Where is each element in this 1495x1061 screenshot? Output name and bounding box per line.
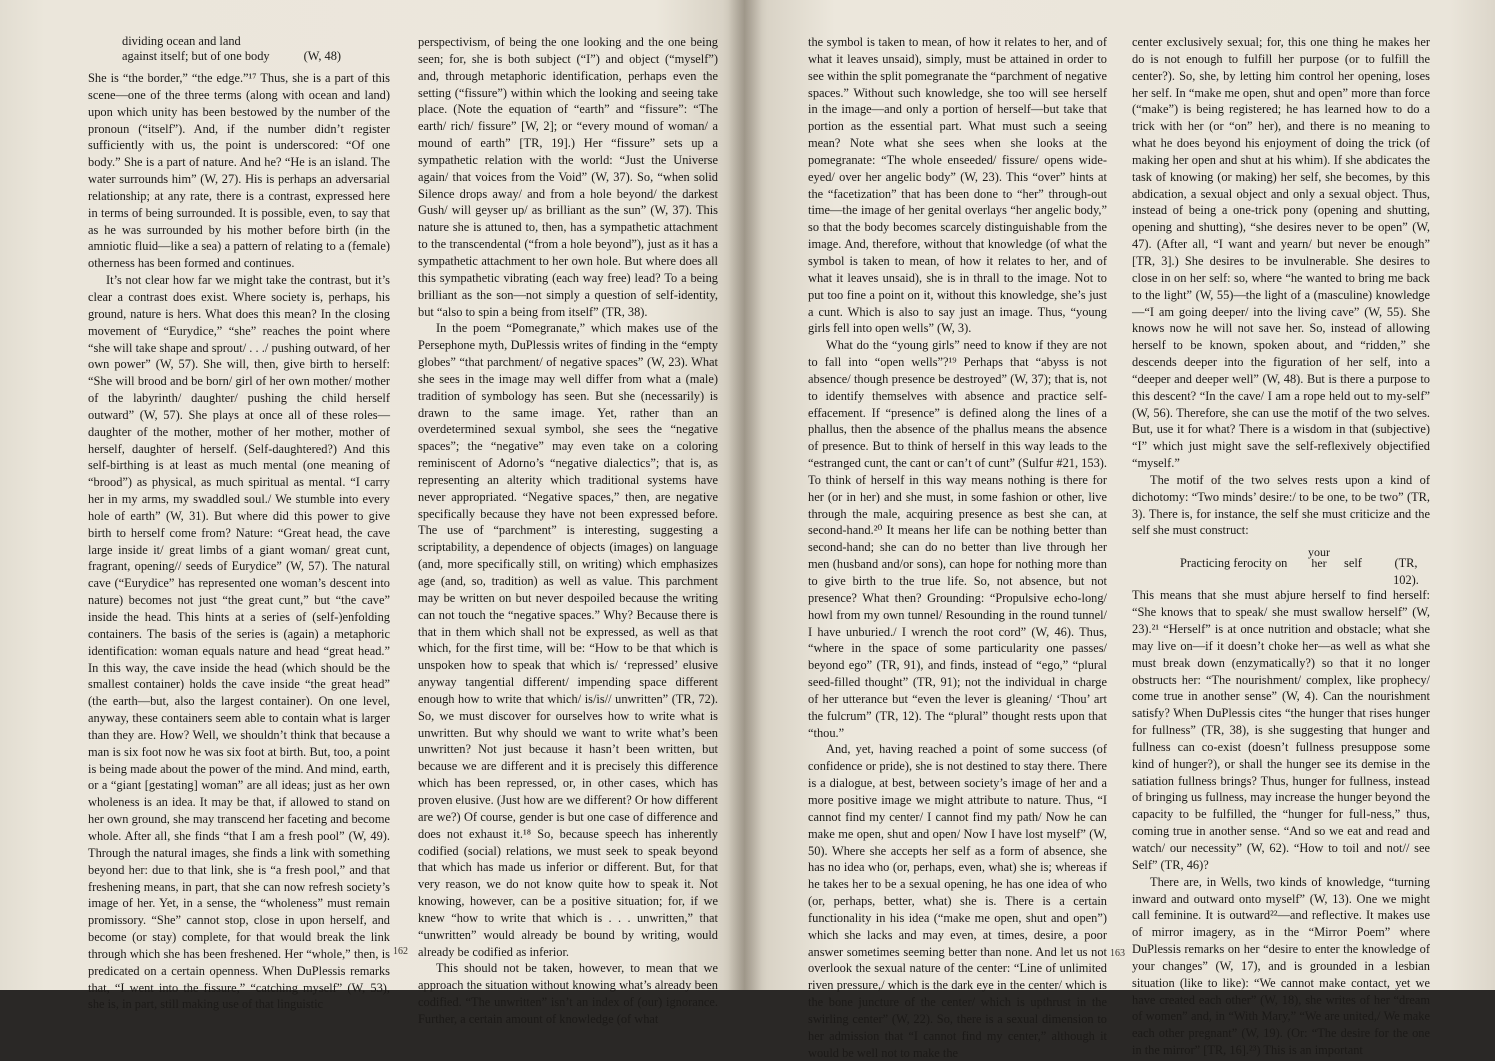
formula-reference: (TR, 102). xyxy=(1393,556,1419,588)
paragraph: This should not be taken, however, to mean that we approach the situation without knowing what’s already been codified. “The unwritten” isn’t an index of (our) ignorance. Further, a certain amount of knowledge (of what xyxy=(418,961,718,1026)
paragraph: the symbol is taken to mean, of how it relates to her, and of what it leaves unsaid), simply, must be attained in order to see within the split pomegranate the “parchment of negative spaces.” Without such knowledge, she too will see herself in the image—and only a portion of herself—but take that portion as the essential part. What must such a seeing mean? Note what she sees when she looks at the pomegranate: “The whole enseeded/ fissure/ opens wide-eyed/ over her angelic body” (W, 23). This “over” hints at the “facetization” that has been done to “her” through-out time—the image of her genital overlays “her angelic body,” so that the body becomes scarcely distinguishable from the image. And, therefore, without that knowledge (of what the symbol is taken to mean, of how it relates to her, and of what it leaves unsaid), she is in thrall to the image. Not to put too fine a point on it, without this knowledge, she’s just a cunt. Which is also to say just an image. Thus, “young girls fell into open wells” (W, 3). xyxy=(808,35,1107,336)
verse-line-1: dividing ocean and land xyxy=(122,34,241,48)
paragraph: And, yet, having reached a point of some success (of confidence or pride), she is not destined to stay there. There is a dialogue, at best, between society’s image of her and a more positive image we might attribute to nature. Thus, “I cannot find my center/ I cannot find my path/ Now he can make me open, shut and open/ Now I have lost myself” (W, 50). Where she accepts her self as a form of absence, she has no idea who (or, perhaps, even, what) she is; whereas if he takes her to be a sexual opening, he has one idea of who (or, perhaps, better, what) she is. There is a certain functionality in his idea (“make me open, shut and open”) which she lacks and may even, at times, desire, a poor answer sometimes seeming better than none. And let us not overlook the sexual nature of the center: “Line of unlimited riven pressure,/ which is the dark eye in the center/ which is the bone juncture of the center/ which is upthrust in the swirling center” (W, 22). So, there is a sexual dimension to her admission that “I cannot find my center,” although it would be well not to make the xyxy=(808,742,1107,1060)
formula-bottom: her xyxy=(1311,556,1327,571)
page-number-left: 162 xyxy=(393,946,408,957)
right-column-1 xyxy=(808,34,1107,1061)
verse-reference: (W, 48) xyxy=(303,49,342,63)
paragraph: She is “the border,” “the edge.”¹⁷ Thus, she is a part of this scene—one of the three terms (along with ocean and land) upon which unity has been bestowed by the number of the pronoun (“itself”). And, if the number didn’t register sufficiently with us, the point is underscored: “Of one body.” She is a part of nature. And he? “He is an island. The water surrounds him” (W, 27). His is perhaps an adversarial relationship; at any rate, there is a contrast, expressed here in terms of being surrounded. It is possible, even, to say that as he was surrounded by his mother before birth (in the amniotic fluid—like a sea) a pattern of relating to a (female) otherness has been formed and continues. xyxy=(88,71,390,271)
verse-line-2: against itself; but of one body (W, 48) xyxy=(122,49,342,63)
paragraph: The motif of the two selves rests upon a kind of dichotomy: “Two minds’ desire:/ to be one, to be two” (TR, 3). There is, for instance, the self she must criticize and the self she must construct: xyxy=(1132,472,1430,538)
verse-quote xyxy=(122,34,390,64)
paragraph: In the poem “Pomegranate,” which makes use of the Persephone myth, DuPlessis writes of finding in the “empty globes” “that parchment/ of negative spaces” (W, 23). What she sees in the image may well differ from what a (male) tradition of symbology has seen. But she (necessarily) is drawn to the same image. Yet, rather than an overdetermined sexual symbol, she sees the “negative spaces”; the “negative” may even take on a coloring reminiscent of Adorno’s “negative dialectics”; that is, as representing an alterity which traditional systems have never appropriated. “Negative spaces,” then, are negative specifically because they have not been expressed before. The use of “parchment” is interesting, suggesting a scriptability, a dependence of objects (images) on language (and, more specifically still, on writing) which emphasizes age (and, so, tradition) as well as value. This parchment may be written on but never despoiled because the writing can not touch the “negative spaces.” Why? Because there is that in them which shall not be expressed, as well as that which, for the first time, will be: “How to be that which is unspoken how to speak that which is/ ‘repressed’ elusive anyway tangential different/ impending space different enough how to write that which/ is/is// unwritten” (TR, 72). So, we must discover for ourselves how to write what is unwritten. But why should we want to write what’s been unwritten? Not just because it hasn’t been written, but because we are different and it is precisely this difference which has been repressed, or, in other cases, which has proven elusive. (Just how are we different? Or how different are we?) Of course, gender is but one case of difference and does not exhaust it.¹⁸ So, because speech has inherently codified (social) relations, we must seek to speak beyond that which has made us inferior or different. But, for that very reason, we do not know quite how to speak it. Not knowing, however, can be a positive situation; for, if we knew “how to write that which is . . . unwritten,” that “unwritten” would already be bound by writing, would already be codified as inferior. xyxy=(418,321,718,959)
paragraph: There are, in Wells, two kinds of knowledge, “turning inward and outward onto myself” (W, 13). One we might call feminine. It is outward²²—and reflective. It makes use of mirror imagery, as in the “Mirror Poem” where DuPlessis remarks on her “desire to enter the knowledge of your changes” (W, 17), and is grounded in a lesbian situation (like to like): “We cannot make contact, yet we have created each other” (W, 18), she writes of her “dream of women” and, in “With Mary,” “We are united,/ We make each other pregnant” (W, 19). (Or: “The desire for the one in the mirror” [TR, 16].²³) This is an important xyxy=(1132,874,1430,1058)
paragraph: perspectivism, of being the one looking and the one being seen; for, she is both subject (“I”) and object (“myself”) and, through metaphoric identification, perhaps even the setting (“fissure”) within which the looking and seeing take place. (Note the equation of “earth” and “fissure”: “The earth/ rich/ fissure” [W, 2]; or “every mound of woman/ a mound of earth” [TR, 19].) Her “fissure” sets up a sympathetic relation with the world: “Just the Universe again/ that voices from the Void” (W, 37). So, “when solid Silence drops away/ and from a hole beyond/ the darkest Gush/ will geyser up/ as brilliant as the sun” (W, 37). This nature she is attuned to, then, has a sympathetic attachment to the transcendental (“from a hole beyond”), just as it has a sympathetic attachment to her own hole. But where does all this sympathetic vibrating (each way free) lead? To a being brilliant as the son—not simply a question of self-identity, but “also to spin a being from itself” (TR, 38). xyxy=(418,35,718,319)
left-column-2 xyxy=(418,34,718,1028)
paragraph: This means that she must abjure herself to find herself: “She knows that to speak/ she must swallow herself” (W, 23).²¹ “Herself” is at once nutrition and obstacle; what she may live on—if it doesn’t choke her—as well as what she must break down (enzymatically?) so that it no longer obstructs her: “The nourishment/ complex, like prophecy/ come true in another sense” (W, 4). Can the nourishment satisfy? When DuPlessis cites “the hunger that rises hunger for fullness” (TR, 38), is she suggesting that hunger and fullness can co-exist (doesn’t fullness presuppose some kind of hunger?), or shall the hunger see its demise in the satiation fullness brings? Thus, hunger for fullness, instead of bringing us fullness, may increase the hunger beyond the capacity to be fulfilled, the “hunger for full-ness,” thus, coming true in another sense. “And so we eat and read and watch/ our necessity” (W, 62). “How to toil and not// see Self” (TR, 46)? xyxy=(1132,588,1430,872)
right-column-2 xyxy=(1132,34,1430,1059)
paragraph: It’s not clear how far we might take the contrast, but it’s clear a contrast does exist. Where society is, perhaps, his ground, nature is hers. What does this mean? In the closing movement of “Eurydice,” “she” reaches the point where “she will take shape and sprout/ . . ./ pushing outward, of her own power” (W, 57). She will, then, give birth to herself: “She will brood and be born/ girl of her own mother/ mother of the labyrinth/ daughter/ pushing the child herself outward” (W, 57). She plays at once all of these roles—daughter of the mother, mother of her mother, mother of herself, daughter of herself. (Self-daughtered?) And this self-birthing is at least as much mental (one meaning of “brood”) as physical, as much spiritual as mental. “I carry her in my arms, my swaddled soul./ We stumble into every hole of earth” (W, 31). But where did this power to give birth to herself come from? Nature: “Great head, the cave large inside it/ great limbs of a giant woman/ great cunt, fragrant, opening// seeds of Eurydice” (W, 57). The natural cave (“Eurydice” has represented one woman’s descent into nature) becomes not just “the great cunt,” but “the cave” inside the head. This hints at a series of (self-)enfolding containers. The basis of the series is (again) a metaphoric identification: woman equals nature and head “great head.” In this way, the cave inside the head (which should be the smallest container) holds the cave inside “the great head” (the earth—but, also the largest container). On one level, anyway, these containers seem able to contain what is larger than they are. How? Well, we shouldn’t think that because a man is six foot now he was six foot at birth. But, too, a point is being made about the power of the mind. And mind, earth, or a “giant [gestating] woman” are all ideas; just as her own wholeness is an idea. It may be that, if allowed to stand on her own ground, she may transcend her faceting and become whole. After all, she finds “that I am a fresh pool” (W, 49). Through the natural images, she finds a link with something beyond her: due to that link, she is “a fresh pool,” and that freshening means, in part, that she can now refresh society’s image of her. Yet, in a sense, the “wholeness” must remain promissory. “She” cannot stop, close in upon herself, and become (or stay) complete, for that would break the link through which she has been freshened. Her “whole,” then, is predicated on a certain openness. When DuPlessis remarks that, “I went into the fissure,” “catching myself” (W, 53), she is, in part, still making use of that linguistic xyxy=(88,273,390,1012)
formula-self: self xyxy=(1344,556,1362,571)
verse-formula xyxy=(1132,545,1430,588)
page-number-right: 163 xyxy=(1110,948,1125,959)
paragraph: center exclusively sexual; for, this one thing he makes her do is not enough to fulfill her purpose (or to fulfill the center?). So, she, by letting him control her opening, loses her self. In “make me open, shut and open” more than force (“make”) is being registered; he has learned how to do a trick with her (or “on” her), and there is no meaning to what he does beyond his enjoyment of doing the trick (of making her open and shut at his whim). If she abdicates the task of knowing (or making) her self, she becomes, by this abdication, a sexual object and only a sexual object. Thus, instead of being a one-trick pony (opening and shutting, opening and shutting), “she desires never to be open” (W, 47). (After all, “I want and yearn/ but never be enough” [TR, 3].) She desires to be invulnerable. She desires to close in on her self: so, where “he wanted to bring me back to the light” (W, 55)—the light of a (masculine) knowledge—“I am going deeper/ into the living cave” (W, 55). She knows now he will not save her. So, instead of allowing herself to be known, spoken about, and “ridden,” she descends deeper into the figuration of her self, into a “deeper and deeper well” (W, 48). But is there a purpose to this descent? “In the cave/ I am a rope held out to my-self” (W, 56). Therefore, she can use the motif of the two selves. But, use it for what? There is a wisdom in that (subjective) “I” which just might save the self-reflexively objectified “myself.” xyxy=(1132,35,1430,471)
left-column-1 xyxy=(88,34,390,1013)
right-page xyxy=(745,0,1495,1060)
formula-text: Practicing ferocity on xyxy=(1180,556,1288,571)
formula-stack xyxy=(1308,547,1330,569)
left-page xyxy=(0,0,745,1026)
formula-top: your xyxy=(1308,545,1330,560)
book-gutter xyxy=(728,0,762,990)
paragraph: What do the “young girls” need to know if they are not to fall into “open wells”?¹⁹ Perhaps that “abyss is not absence/ though presence be destroyed” (W, 37); that is, not to identify themselves with absence and practice self-effacement. If “presence” is defined along the lines of a phallus, then the absence of the phallus means the absence of presence. But to think of herself in this way leads to the “estranged cunt, the cant or can’t of cunt” (Sulfur #21, 153). To think of herself in this way means nothing is there for her (or in her) and she must, in some fashion or other, live through the male, acquiring presence as best she can, at second-hand.²⁰ It means her life can be nothing better than second-hand; she can do no better than live through her men (husband and/or sons), can hope for nothing more than to give birth to the true life. So, not absence, but not presence? What then? Grounding: “Propulsive echo-long/ howl from my own tunnel/ Resounding in the round tunnel/ I have unburied./ I wrench the root cord” (W, 46). Thus, “where in the space of some particularity one passes/ beyond ego” (TR, 91), and finds, instead of “ego,” “plural seed-filled thought” (TR, 91); not the individual in charge of her utterance but “even the lever is gleaning/ ‘Thou’ art the fulcrum” (TR, 12). The “plural” thought rests upon that “thou.” xyxy=(808,338,1107,740)
